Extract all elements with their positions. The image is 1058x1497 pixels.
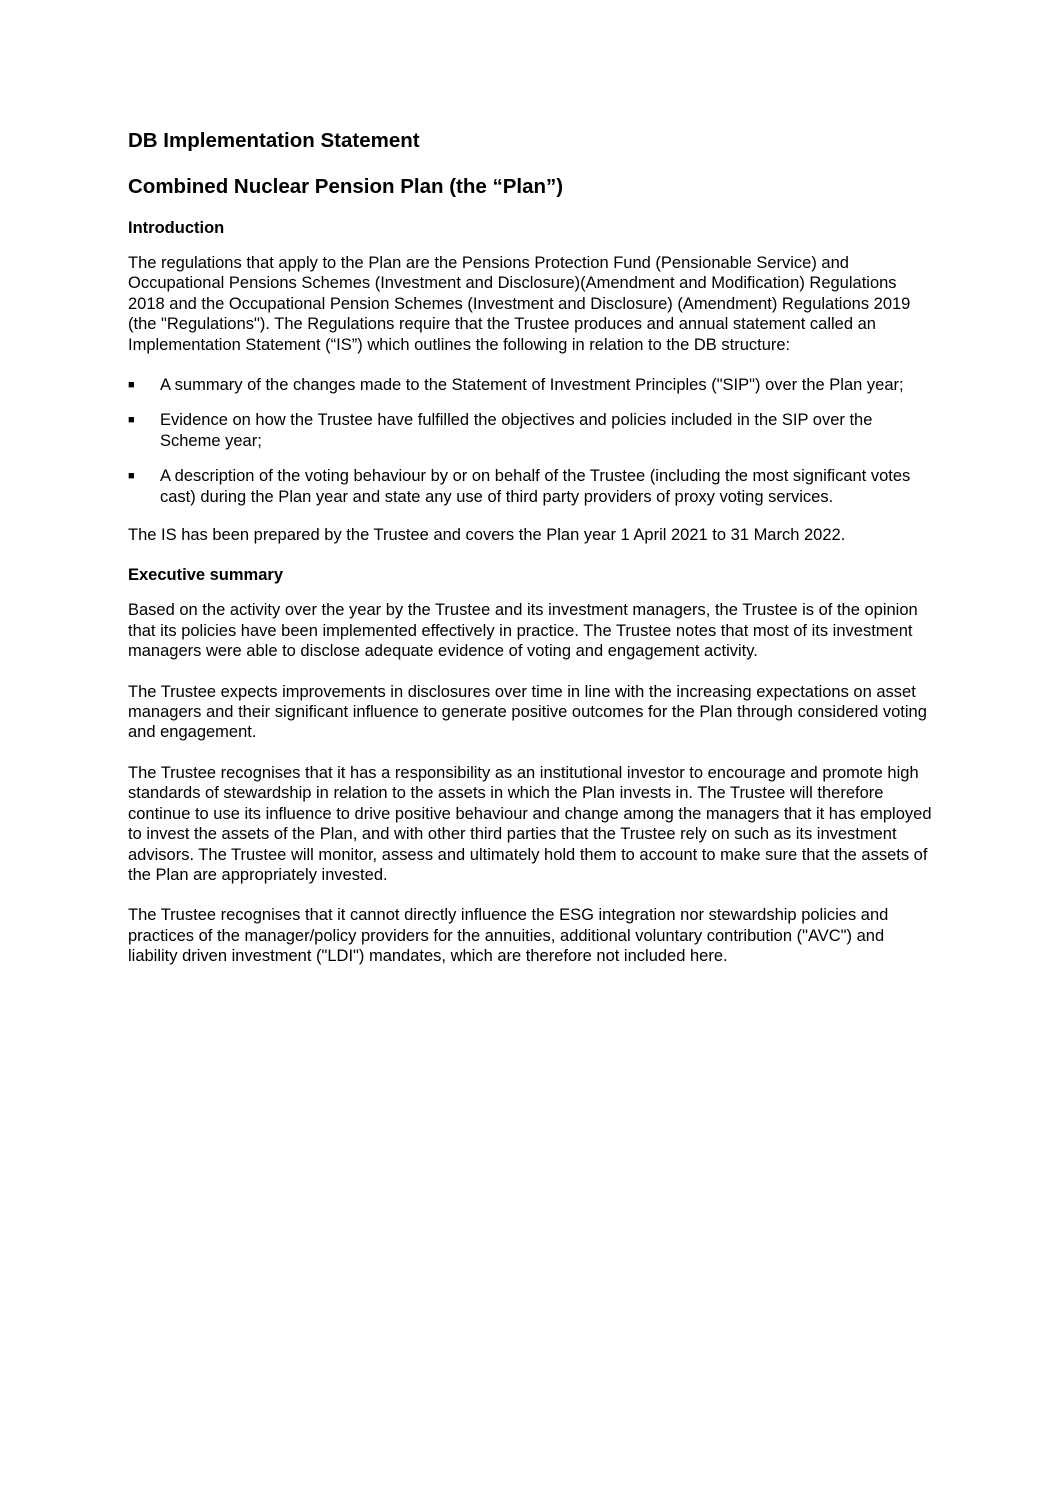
bullet-square-icon: ■ bbox=[128, 470, 135, 483]
bullet-square-icon: ■ bbox=[128, 379, 135, 392]
introduction-heading: Introduction bbox=[128, 219, 225, 237]
executive-summary-section bbox=[128, 565, 934, 966]
introduction-paragraph: The regulations that apply to the Plan are the Pensions Protection Fund (Pensionable Service) and Occupational Pensions Schemes (Investment and Disclosure)(Amendment and Modification) Regulations 2018 and the Occupational Pension Schemes (Investment and Disclosure) (Amendment) Regulations 2019 (the "Regulations"). The Regulations require that the Trustee produces and annual statement called an Implementation Statement (“IS”) which outlines the following in relation to the DB structure: bbox=[128, 254, 911, 354]
summary-paragraph: Based on the activity over the year by the Trustee and its investment managers, the Trustee is of the opinion that its policies have been implemented effectively in practice. The Trustee notes that most of its investment managers were able to disclose adequate evidence of voting and engagement activity. bbox=[128, 601, 918, 661]
requirements-list bbox=[128, 375, 934, 508]
list-item bbox=[128, 375, 934, 396]
list-item bbox=[128, 466, 934, 508]
bullet-square-icon: ■ bbox=[128, 414, 135, 427]
summary-paragraph: The Trustee recognises that it has a responsibility as an institutional investor to encourage and promote high standards of stewardship in relation to the assets in which the Plan invests in. The Trustee will therefore continue to use its influence to drive positive behaviour and change among the managers that it has employed to invest the assets of the Plan, and with other third parties that the Trustee rely on such as its investment advisors. The Trustee will monitor, assess and ultimately hold them to account to make sure that the assets of the Plan are appropriately invested. bbox=[128, 763, 932, 884]
list-item-text: A summary of the changes made to the Statement of Investment Principles ("SIP") over the Plan year; bbox=[160, 376, 904, 395]
list-item-text: A description of the voting behaviour by or on behalf of the Trustee (including the most significant votes cast) during the Plan year and state any use of third party providers of proxy voting services. bbox=[160, 467, 911, 507]
list-item-text: Evidence on how the Trustee have fulfilled the objectives and policies included in the SIP over the Scheme year; bbox=[160, 411, 873, 451]
introduction-section bbox=[128, 218, 934, 545]
executive-summary-heading: Executive summary bbox=[128, 566, 284, 585]
document-page bbox=[128, 127, 934, 987]
summary-paragraph: The Trustee recognises that it cannot directly influence the ESG integration nor stewardship policies and practices of the manager/policy providers for the annuities, additional voluntary contribution ("AVC") and liability driven investment ("LDI") mandates, which are therefore not included here. bbox=[128, 906, 889, 966]
summary-paragraph: The Trustee expects improvements in disclosures over time in line with the increasing expectations on asset managers and their significant influence to generate positive outcomes for the Plan through considered voting and engagement. bbox=[128, 682, 927, 742]
plan-year-statement: The IS has been prepared by the Trustee and covers the Plan year 1 April 2021 to 31 March 2022. bbox=[128, 526, 846, 545]
list-item bbox=[128, 410, 934, 452]
document-title: DB Implementation Statement bbox=[128, 129, 420, 152]
plan-title: Combined Nuclear Pension Plan (the “Plan”) bbox=[128, 175, 564, 198]
